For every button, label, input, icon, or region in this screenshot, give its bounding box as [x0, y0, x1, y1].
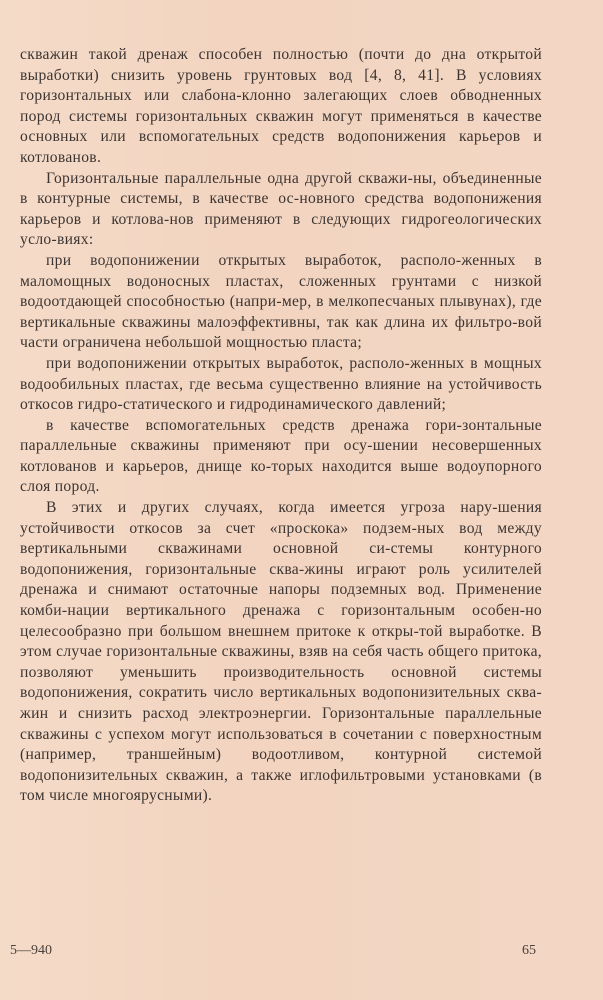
paragraph-combined-drainage: В этих и других случаях, когда имеется угроза нару-шения устойчивости откосов за счет «проскока» подзем-ных вод между вертикальными скважинами основной си-стемы контурного водопонижения, горизонтальные сква-жины играют роль усилителей дренажа и снимают остаточные напоры подземных вод. Применение комби-нации вертикального дренажа с горизонтальным особен-но целесообразно при большом внешнем притоке к откры-той выработке. В этом случае горизонтальные скважины, взяв на себя часть общего притока, позволяют уменьшить производительность основной системы водопонижения, сократить число вертикальных водопонизительных сква-жин и снизить расход электроэнергии. Горизонтальные параллельные скважины с успехом могут использоваться в сочетании с поверхностным (например, траншейным) водоотливом, контурной системой водопонизительных скважин, а также иглофильтровыми установками (в том числе многоярусными).: [20, 499, 542, 805]
paragraph-horizontal-wells: Горизонтальные параллельные одна другой скважи-ны, объединенные в контурные системы, в качестве ос-новного средства водопонижения карьеров и котлова-нов применяют в следующих гидрогеологических усло-виях:: [20, 169, 542, 249]
printer-signature: 5—940: [10, 943, 52, 958]
paragraph-auxiliary-drainage: в качестве вспомогательных средств дренажа гори-зонтальные параллельные скважины применяют при осу-шении несовершенных котлованов и карьеров, днище ко-торых находится выше водоупорного слоя пород.: [20, 416, 542, 496]
paragraph-condition-thin-aquifers: при водопонижении открытых выработок, располо-женных в маломощных водоносных пластах, сложенных грунтами с низкой водоотдающей способностью (напри-мер, в мелкопесчаных плывунах), где вертикальные скважины малоэффективны, так как длина их фильтро-вой части ограничена небольшой мощностью пласта;: [20, 251, 542, 352]
paragraph-condition-thick-aquifers: при водопонижении открытых выработок, располо-женных в мощных водообильных пластах, где весьма существенно влияние на устойчивость откосов гидро-статического и гидродинамического давлений;: [20, 354, 542, 414]
page-number: 65: [522, 943, 536, 958]
paragraph-continuation: скважин такой дренаж способен полностью (почти до дна открытой выработки) снизить уровень грунтовых вод [4, 8, 41]. В условиях горизонтальных или слабона-клонно залегающих слоев обводненных пород системы горизонтальных скважин могут применяться в качестве основных или вспомогательных средств водопонижения карьеров и котлованов.: [20, 46, 542, 166]
body-text: [20, 45, 542, 807]
